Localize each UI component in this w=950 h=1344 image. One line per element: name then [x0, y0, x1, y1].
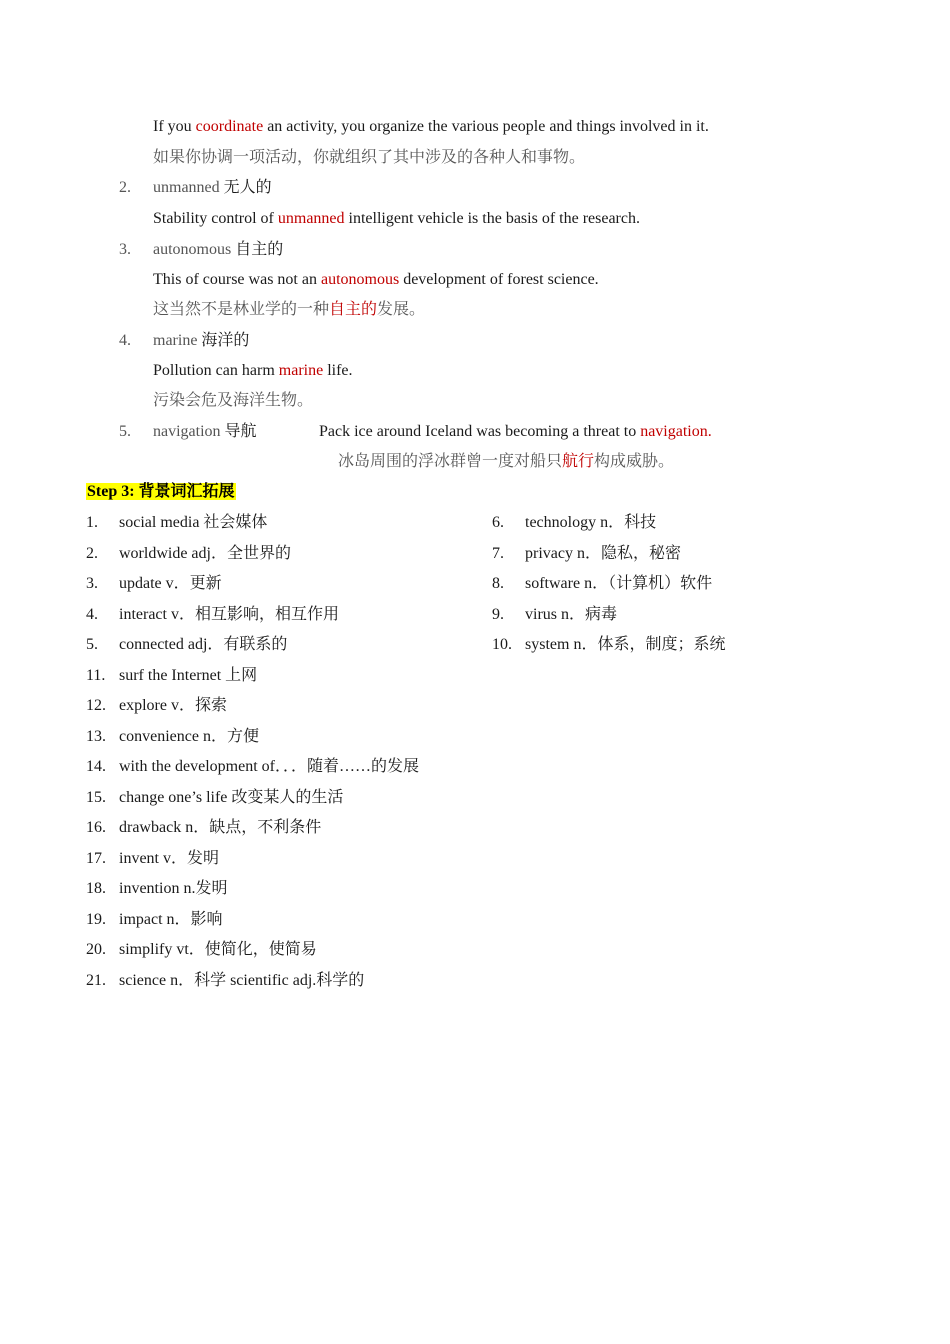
item-number: 4. — [119, 332, 131, 349]
vocab-meaning: 自主的 — [235, 241, 284, 258]
keyword-autonomous: autonomous — [320, 271, 400, 288]
list-item-number: 19. — [86, 911, 106, 928]
example-text: development of forest science. — [399, 271, 599, 288]
translation-navigation — [338, 452, 674, 472]
list-item: worldwide adj．全世界的 — [119, 545, 291, 562]
translation-coordinate: 如果你协调一项活动，你就组织了其中涉及的各种人和事物。 — [153, 149, 586, 166]
translation-text: 构成威胁。 — [594, 453, 675, 470]
list-item: invent v．发明 — [119, 850, 219, 867]
vocab-word: navigation — [153, 423, 221, 440]
translation-text: 发展。 — [377, 301, 426, 318]
example-text: This of course was not an — [153, 271, 321, 288]
vocab-word-autonomous — [153, 240, 283, 260]
keyword-coordinate: coordinate — [195, 118, 264, 135]
example-coordinate — [153, 117, 709, 137]
vocab-word: autonomous — [153, 241, 232, 258]
vocab-item-navigation — [119, 422, 131, 442]
list-item: update v．更新 — [119, 575, 222, 592]
vocab-word: unmanned — [153, 179, 220, 196]
keyword-navigation: navigation. — [640, 423, 712, 440]
example-autonomous — [153, 270, 599, 290]
list-item: technology n．科技 — [525, 514, 657, 531]
keyword-translation: 航行 — [562, 453, 595, 470]
list-item-number: 3. — [86, 575, 98, 592]
list-item: virus n．病毒 — [525, 606, 618, 623]
example-text: Stability control of — [153, 210, 278, 227]
list-item-number: 13. — [86, 728, 106, 745]
vocab-item-autonomous — [119, 240, 131, 260]
vocab-word-unmanned — [153, 178, 272, 198]
list-item: privacy n．隐私，秘密 — [525, 545, 681, 562]
list-item-number: 17. — [86, 850, 106, 867]
list-item-number: 16. — [86, 819, 106, 836]
item-number: 3. — [119, 241, 131, 258]
vocab-item-marine — [119, 331, 131, 351]
vocab-word-navigation — [153, 422, 257, 442]
list-item: social media 社会媒体 — [119, 514, 268, 531]
vocab-meaning: 海洋的 — [201, 332, 250, 349]
list-item: interact v．相互影响，相互作用 — [119, 606, 339, 623]
vocab-word-marine — [153, 331, 249, 351]
translation-text: 冰岛周围的浮冰群曾一度对船只 — [338, 453, 563, 470]
list-item: change one’s life 改变某人的生活 — [119, 789, 344, 806]
vocab-word: marine — [153, 332, 198, 349]
list-item-number: 20. — [86, 941, 106, 958]
list-item-number: 10. — [492, 636, 512, 653]
section-heading: Step 3: 背景词汇拓展 — [87, 483, 235, 500]
list-item: drawback n．缺点，不利条件 — [119, 819, 322, 836]
list-item: impact n．影响 — [119, 911, 223, 928]
list-item: with the development of．．．随着……的发展 — [119, 758, 419, 775]
translation-marine: 污染会危及海洋生物。 — [153, 392, 314, 409]
example-text: Pollution can harm — [153, 362, 279, 379]
example-text: life. — [323, 362, 353, 379]
keyword-translation: 自主的 — [329, 301, 378, 318]
list-item-number: 4. — [86, 606, 98, 623]
list-item-number: 2. — [86, 545, 98, 562]
list-item-number: 15. — [86, 789, 106, 806]
example-text: Pack ice around Iceland was becoming a threat to — [319, 423, 641, 440]
list-item-number: 7. — [492, 545, 504, 562]
list-item-number: 21. — [86, 972, 106, 989]
list-item: invention n.发明 — [119, 880, 228, 897]
item-number: 2. — [119, 179, 131, 196]
item-number: 5. — [119, 423, 131, 440]
list-item: science n．科学 scientific adj.科学的 — [119, 972, 365, 989]
example-marine — [153, 361, 353, 381]
list-item: system n．体系，制度；系统 — [525, 636, 726, 653]
list-item-number: 8. — [492, 575, 504, 592]
translation-autonomous — [153, 300, 425, 320]
list-item-number: 18. — [86, 880, 106, 897]
keyword-unmanned: unmanned — [277, 210, 345, 227]
example-navigation — [319, 422, 712, 442]
step3-heading — [86, 482, 236, 502]
vocab-meaning: 无人的 — [223, 179, 272, 196]
example-text: If you — [153, 118, 196, 135]
example-text: an activity, you organize the various people and things involved in it. — [263, 118, 709, 135]
list-item: connected adj．有联系的 — [119, 636, 288, 653]
list-item-number: 14. — [86, 758, 106, 775]
list-item: explore v．探索 — [119, 697, 227, 714]
translation-text: 这当然不是林业学的一种 — [153, 301, 330, 318]
list-item: convenience n．方便 — [119, 728, 259, 745]
list-item-number: 11. — [86, 667, 106, 684]
example-unmanned — [153, 209, 640, 229]
list-item-number: 6. — [492, 514, 504, 531]
list-item: simplify vt．使简化，使简易 — [119, 941, 317, 958]
list-item-number: 5. — [86, 636, 98, 653]
list-item: surf the Internet 上网 — [119, 667, 258, 684]
list-item: software n．（计算机）软件 — [525, 575, 713, 592]
keyword-marine: marine — [278, 362, 324, 379]
example-text: intelligent vehicle is the basis of the research. — [344, 210, 640, 227]
list-item-number: 12. — [86, 697, 106, 714]
list-item-number: 1. — [86, 514, 98, 531]
vocab-item-unmanned — [119, 178, 131, 198]
vocab-meaning: 导航 — [224, 423, 257, 440]
list-item-number: 9. — [492, 606, 504, 623]
